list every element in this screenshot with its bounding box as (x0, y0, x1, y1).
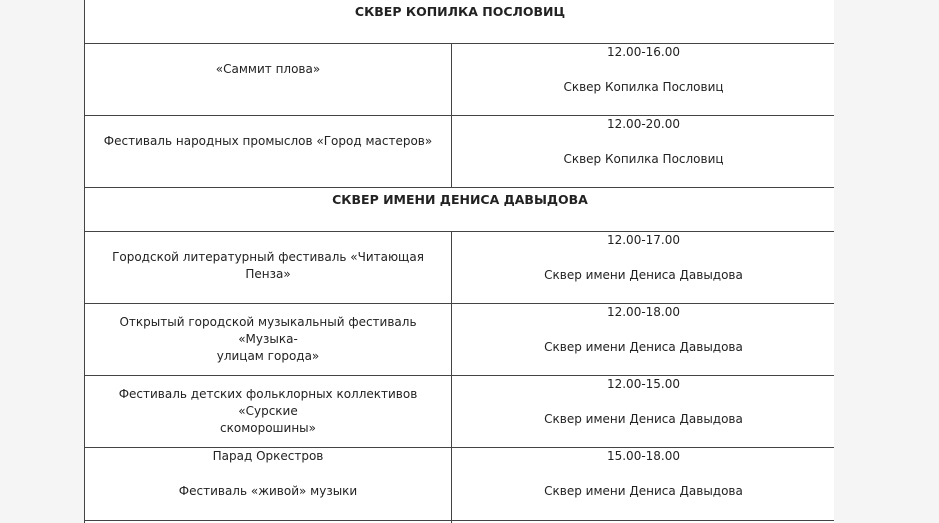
event-place: Сквер Копилка Пословиц (563, 80, 724, 94)
event-time: 12.00-17.00 (606, 233, 681, 247)
events-table (84, 0, 834, 523)
event-name: Фестиваль народных промыслов «Город мастеров» (85, 116, 452, 188)
table-row (85, 304, 835, 376)
event-name: Городской литературный фестиваль «Читающая Пенза» (85, 232, 452, 304)
event-place: Сквер имени Дениса Давыдова (544, 268, 743, 282)
event-name: Открытый городской музыкальный фестиваль «Музыка- улицам города» (85, 304, 452, 376)
event-time-place (452, 44, 835, 116)
page-content (84, 0, 834, 523)
event-time: 12.00-16.00 (606, 45, 681, 59)
event-time: 12.00-15.00 (606, 377, 681, 391)
event-name: Фестиваль детских фольклорных коллективов «Сурские скоморошины» (85, 376, 452, 448)
event-time: 12.00-18.00 (606, 305, 681, 319)
event-time-place (452, 304, 835, 376)
event-place: Сквер имени Дениса Давыдова (544, 412, 743, 426)
table-row (85, 448, 835, 521)
event-time: 15.00-18.00 (606, 449, 681, 463)
table-row (85, 376, 835, 448)
event-time-place (452, 232, 835, 304)
section-title: СКВЕР ИМЕНИ ДЕНИСА ДАВЫДОВА (85, 188, 835, 232)
table-row (85, 116, 835, 188)
event-time-place (452, 448, 835, 521)
section-header-row (85, 0, 835, 44)
event-time-place (452, 116, 835, 188)
table-row (85, 44, 835, 116)
event-place: Сквер имени Дениса Давыдова (544, 484, 743, 498)
event-place: Сквер Копилка Пословиц (563, 152, 724, 166)
section-header-row (85, 188, 835, 232)
event-time-place (452, 376, 835, 448)
event-place: Сквер имени Дениса Давыдова (544, 340, 743, 354)
event-name: Парад Оркестров Фестиваль «живой» музыки (85, 448, 452, 521)
section-title: СКВЕР КОПИЛКА ПОСЛОВИЦ (85, 0, 835, 44)
table-row (85, 232, 835, 304)
event-name: «Саммит плова» (85, 44, 452, 116)
event-time: 12.00-20.00 (606, 117, 681, 131)
